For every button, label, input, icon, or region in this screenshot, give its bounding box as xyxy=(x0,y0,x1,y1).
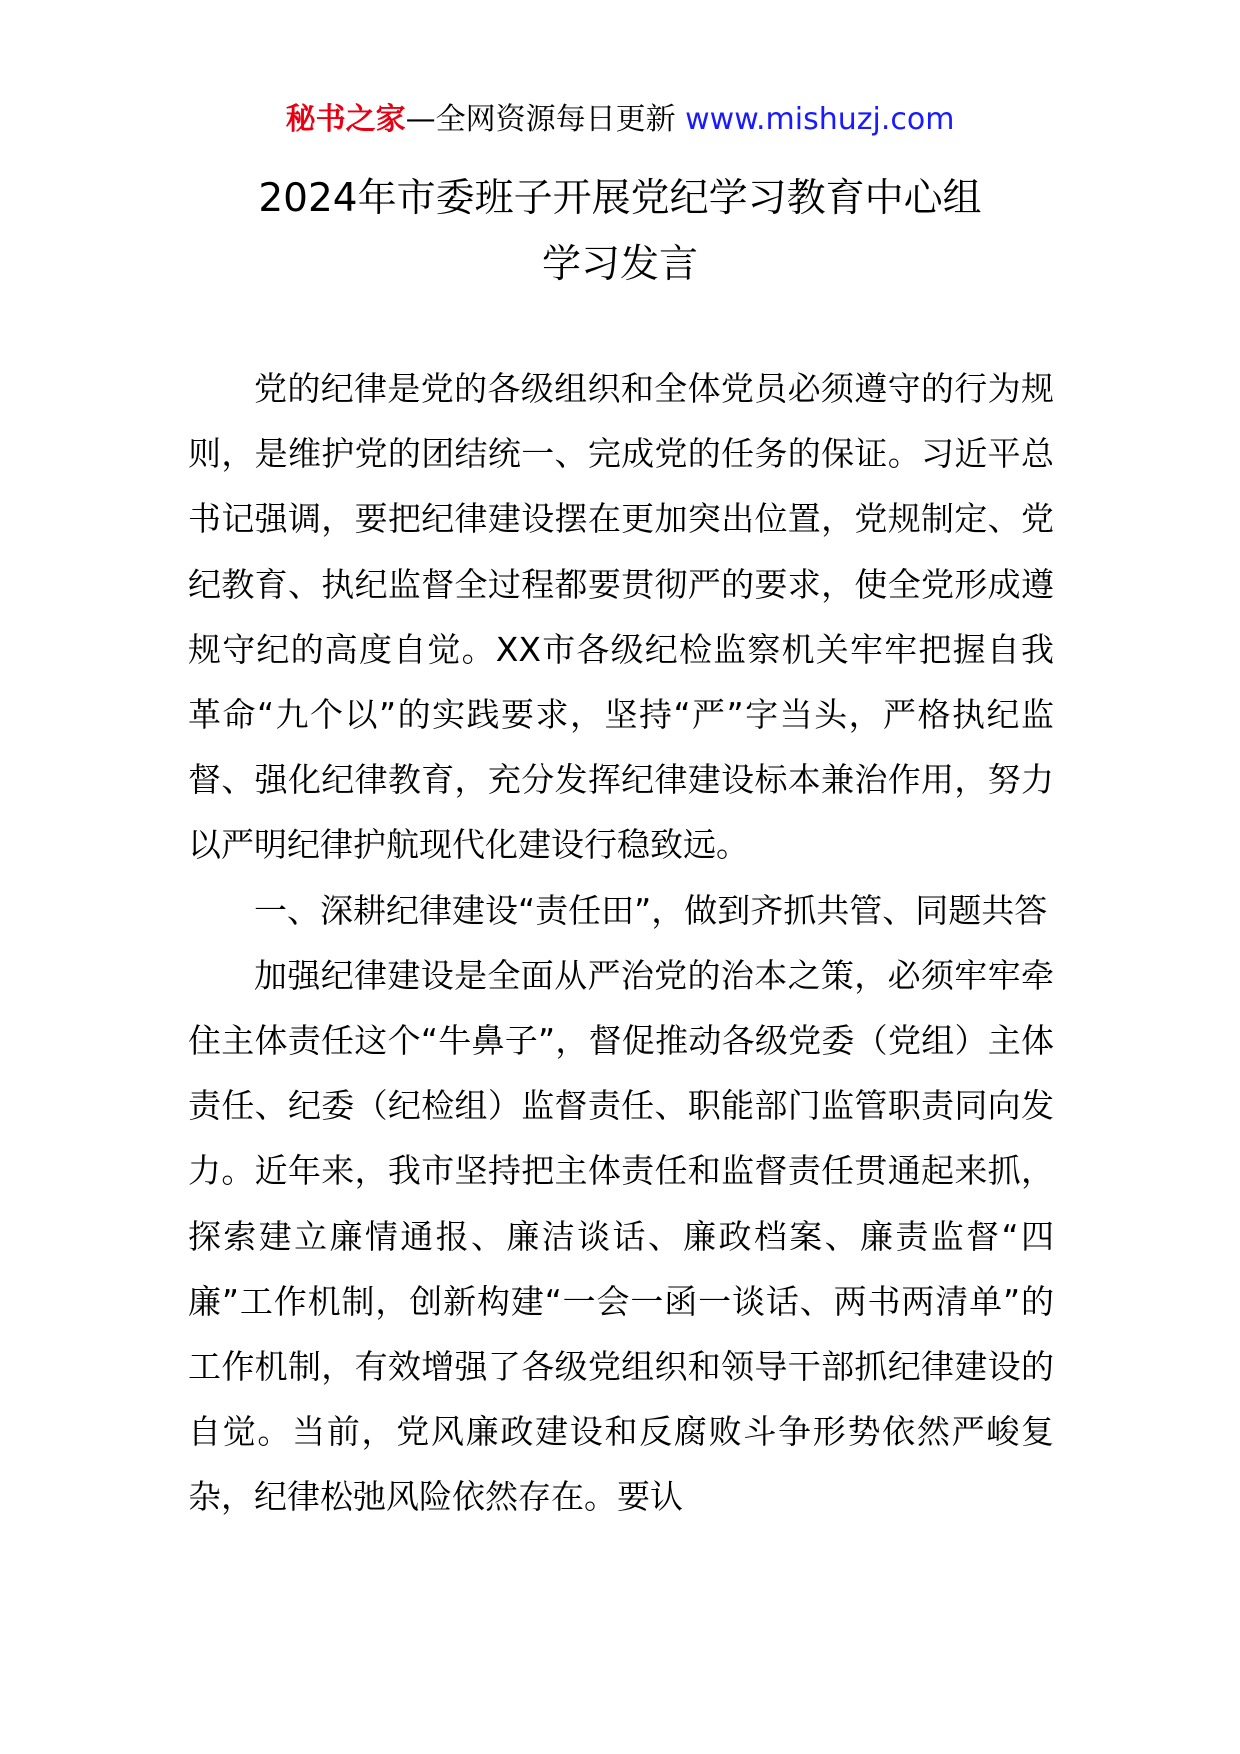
site-url-link[interactable]: www.mishuzj.com xyxy=(685,102,955,137)
intro-paragraph: 党的纪律是党的各级组织和全体党员必须遵守的行为规则，是维护党的团结统一、完成党的任务的保证。习近平总书记强调，要把纪律建设摆在更加突出位置，党规制定、党纪教育、执纪监督全过程都要贯彻严的要求，使全党形成遵规守纪的高度自觉。XX市各级纪检监察机关牢牢把握自我革命“九个以”的实践要求，坚持“严”字当头，严格执纪监督、强化纪律教育，充分发挥纪律建设标本兼治作用，努力以严明纪律护航现代化建设行稳致远。 xyxy=(188,369,1054,865)
brand-name: 秘书之家 xyxy=(285,102,406,137)
title-line-1: 2024年市委班子开展党纪学习教育中心组 xyxy=(258,176,982,221)
site-banner xyxy=(0,100,1240,140)
document-title xyxy=(0,166,1240,298)
banner-tagline: —全网资源每日更新 xyxy=(405,102,686,137)
title-line-2: 学习发言 xyxy=(541,242,698,287)
section-heading-1: 一、深耕纪律建设“责任田”，做到齐抓共管、同题共答 xyxy=(254,890,1048,930)
body-paragraph: 加强纪律建设是全面从严治党的治本之策，必须牢牢牵住主体责任这个“牛鼻子”，督促推动各级党委（党组）主体责任、纪委（纪检组）监督责任、职能部门监管职责同向发力。近年来，我市坚持把主体责任和监督责任贯通起来抓，探索建立廉情通报、廉洁谈话、廉政档案、廉责监督“四廉”工作机制，创新构建“一会一函一谈话、两书两清单”的工作机制，有效增强了各级党组织和领导干部抓纪律建设的自觉。当前，党风廉政建设和反腐败斗争形势依然严峻复杂，纪律松弛风险依然存在。要认 xyxy=(188,955,1054,1517)
document-body xyxy=(188,356,1054,1530)
